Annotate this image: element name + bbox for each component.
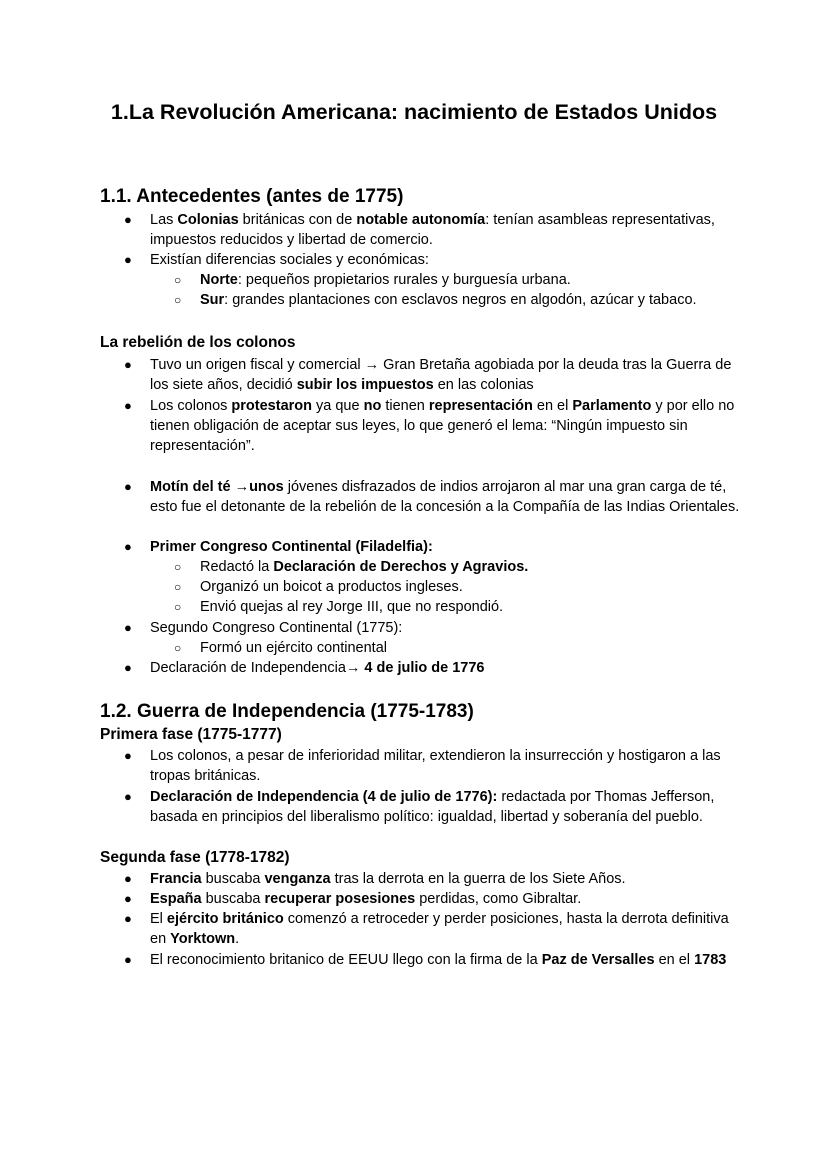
bullet-icon: ● xyxy=(124,660,132,675)
sub-item-norte: Norte: pequeños propietarios rurales y burguesía urbana. xyxy=(200,272,571,288)
list-item-colonos: Los colonos, a pesar de inferioridad militar, extendieron la insurrección y hostigaron a las tropas británicas. xyxy=(150,748,721,784)
heading-antecedentes: 1.1. Antecedentes (antes de 1775) xyxy=(100,186,404,207)
bullet-icon: ● xyxy=(124,357,132,372)
sub-bullet-icon: ○ xyxy=(174,641,182,655)
list-item-francia: Francia buscaba venganza tras la derrota en la guerra de los Siete Años. xyxy=(150,871,626,887)
sub-item-ejercito: Formó un ejército continental xyxy=(200,640,387,656)
sub-item-sur: Sur: grandes plantaciones con esclavos negros en algodón, azúcar y tabaco. xyxy=(200,292,697,308)
bullet-icon: ● xyxy=(124,748,132,763)
list-item-colonias: Las Colonias británicas con de notable autonomía: tenían asambleas representativas, impuestos reducidos y libertad de comercio. xyxy=(150,212,715,248)
bullet-icon: ● xyxy=(124,212,132,227)
list-item-declaracion: Declaración de Independencia→ 4 de julio de 1776 xyxy=(150,660,485,676)
heading-segunda-fase: Segunda fase (1778-1782) xyxy=(100,849,290,866)
bullet-icon: ● xyxy=(124,891,132,906)
heading-guerra: 1.2. Guerra de Independencia (1775-1783) xyxy=(100,701,474,722)
list-item-segundo-congreso: Segundo Congreso Continental (1775): xyxy=(150,620,403,636)
list-item-ejercito-britanico: El ejército británico comenzó a retroceder y perder posiciones, hasta la derrota definitiva en Yorktown. xyxy=(150,911,729,947)
sub-bullet-icon: ○ xyxy=(174,293,182,307)
document-title: 1.La Revolución Americana: nacimiento de Estados Unidos xyxy=(110,100,718,124)
list-item-reconocimiento: El reconocimiento britanico de EEUU llego con la firma de la Paz de Versalles en el 1783 xyxy=(150,952,727,968)
sub-bullet-icon: ○ xyxy=(174,560,182,574)
bullet-icon: ● xyxy=(124,252,132,267)
list-item-origen: Tuvo un origen fiscal y comercial → Gran Bretaña agobiada por la deuda tras la Guerra de los siete años, decidió subir los impuestos en las colonias xyxy=(150,357,732,393)
bullet-icon: ● xyxy=(124,539,132,554)
list-item-declaracion-jefferson: Declaración de Independencia (4 de julio de 1776): redactada por Thomas Jefferson, basada en principios del liberalismo político: igualdad, libertad y soberanía del pueblo. xyxy=(150,789,715,825)
list-item-espana: España buscaba recuperar posesiones perdidas, como Gibraltar. xyxy=(150,891,582,907)
sub-bullet-icon: ○ xyxy=(174,273,182,287)
list-item-primer-congreso: Primer Congreso Continental (Filadelfia): xyxy=(150,539,433,555)
bullet-icon: ● xyxy=(124,871,132,886)
sub-bullet-icon: ○ xyxy=(174,580,182,594)
bullet-icon: ● xyxy=(124,620,132,635)
list-item-diferencias: Existían diferencias sociales y económicas: xyxy=(150,252,429,268)
sub-item-quejas: Envió quejas al rey Jorge III, que no respondió. xyxy=(200,599,504,615)
sub-item-boicot: Organizó un boicot a productos ingleses. xyxy=(200,579,463,595)
sub-bullet-icon: ○ xyxy=(174,600,182,614)
bullet-icon: ● xyxy=(124,789,132,804)
sub-item-redacto: Redactó la Declaración de Derechos y Agravios. xyxy=(200,559,529,575)
bullet-icon: ● xyxy=(124,911,132,926)
bullet-icon: ● xyxy=(124,398,132,413)
bullet-icon: ● xyxy=(124,479,132,494)
heading-rebelion: La rebelión de los colonos xyxy=(100,334,296,351)
list-item-motin: Motín del té →unos jóvenes disfrazados de indios arrojaron al mar una gran carga de té, esto fue el detonante de la rebelión de la concesión a la Compañía de las Indias Orientales. xyxy=(150,479,740,515)
list-item-protesta: Los colonos protestaron ya que no tienen representación en el Parlamento y por ello no tienen obligación de aceptar sus leyes, lo que generó el lema: “Ningún impuesto sin representación”. xyxy=(150,398,735,454)
heading-primera-fase: Primera fase (1775-1777) xyxy=(100,726,282,743)
bullet-icon: ● xyxy=(124,952,132,967)
